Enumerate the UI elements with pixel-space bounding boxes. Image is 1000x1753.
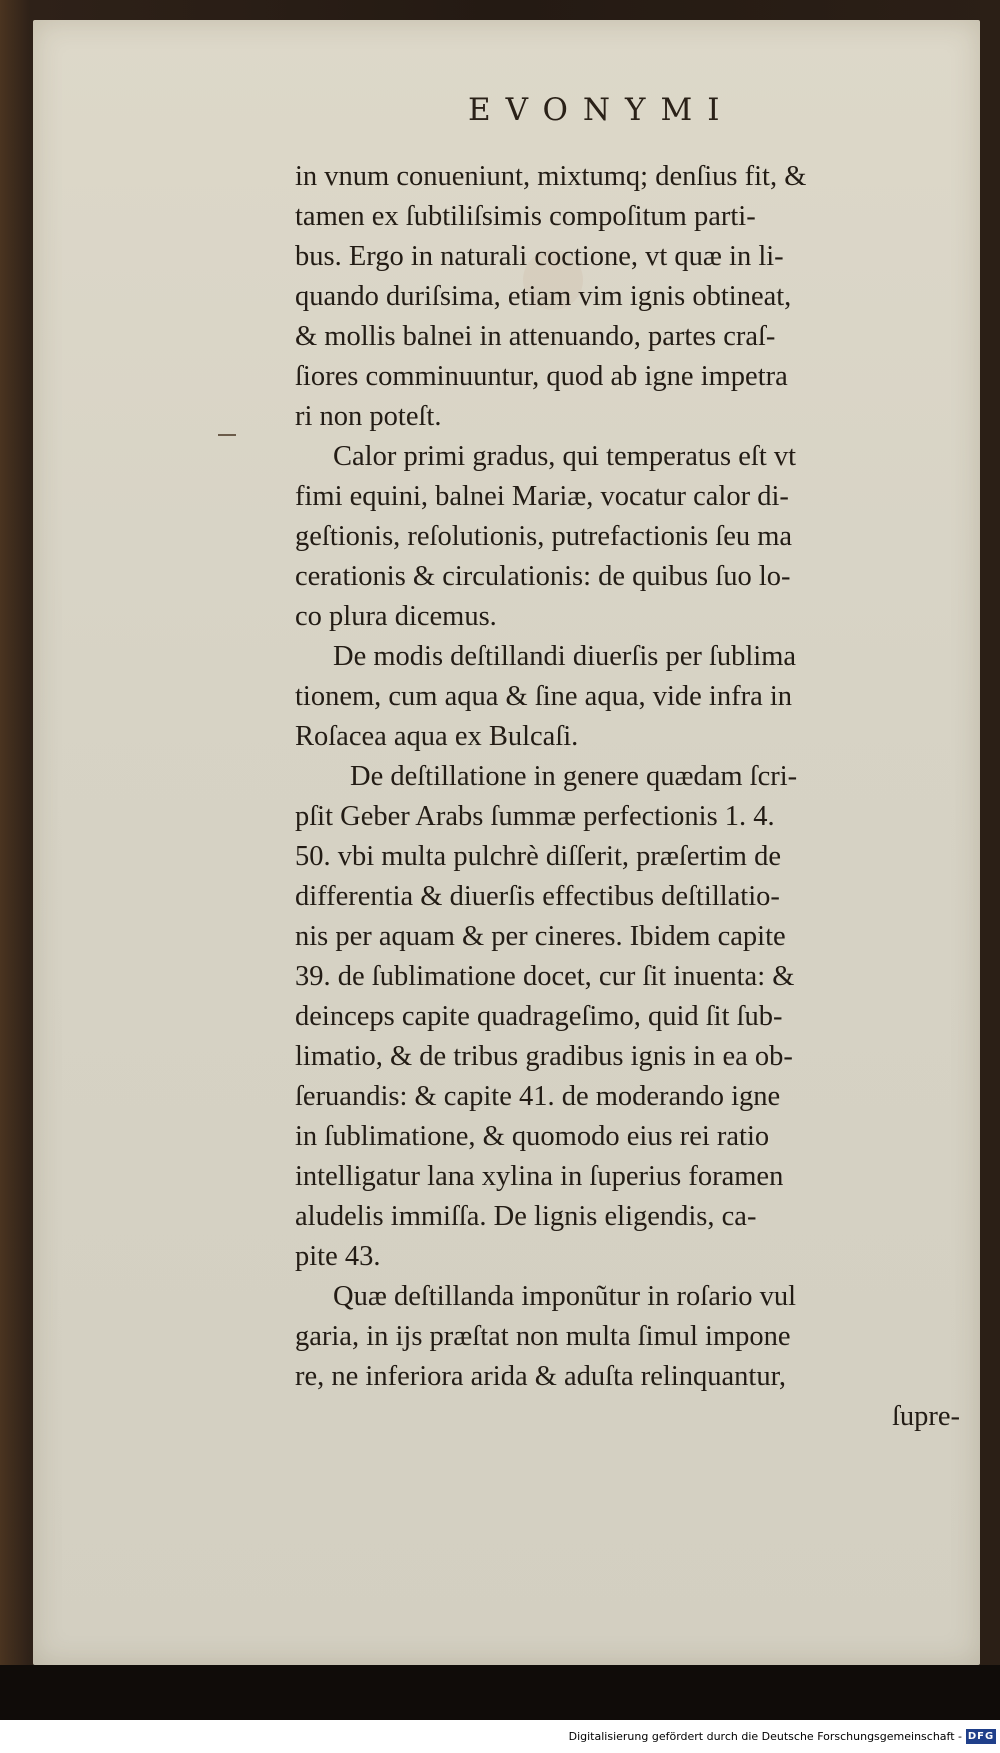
- body-text: [295, 157, 960, 1437]
- text-line: garia, in ijs præſtat non multa ſimul impone: [295, 1321, 791, 1352]
- text-line: 39. de ſublimatione docet, cur ſit inuenta: &: [295, 961, 795, 992]
- text-line: ſupre-: [891, 1401, 960, 1432]
- text-line: Roſacea aqua ex Bulcaſi.: [295, 721, 579, 752]
- text-line: Quæ deſtillanda imponũtur in roſario vul: [333, 1281, 797, 1312]
- text-line: pſit Geber Arabs ſummæ perfectionis 1. 4.: [295, 801, 775, 832]
- text-line: in ſublimatione, & quomodo eius rei ratio: [295, 1121, 770, 1152]
- text-line: nis per aquam & per cineres. Ibidem capite: [295, 921, 786, 952]
- margin-mark: [218, 434, 236, 436]
- text-line: tionem, cum aqua & ſine aqua, vide infra in: [295, 681, 793, 712]
- footer-credit: Digitalisierung gefördert durch die Deutsche Forschungsgemeinschaft -: [568, 1730, 962, 1743]
- text-line: differentia & diuerſis effectibus deſtillatio-: [295, 881, 780, 912]
- text-line: De modis deſtillandi diuerſis per ſublima: [333, 641, 797, 672]
- text-line: aludelis immiſſa. De lignis eligendis, ca-: [295, 1201, 757, 1232]
- text-line: intelligatur lana xylina in ſuperius foramen: [295, 1161, 784, 1192]
- scan-bottom-edge: [0, 1665, 1000, 1720]
- running-head: EVONYMI: [468, 92, 735, 128]
- text-line: Calor primi gradus, qui temperatus eſt vt: [333, 441, 797, 472]
- text-line: pite 43.: [295, 1241, 381, 1272]
- text-line: deinceps capite quadrageſimo, quid ſit ſub-: [295, 1001, 783, 1032]
- text-line: quando duriſsima, etiam vim ignis obtineat,: [295, 281, 792, 312]
- text-line: ſeruandis: & capite 41. de moderando igne: [295, 1081, 781, 1112]
- text-line: in vnum conueniunt, mixtumq; denſius fit, &: [295, 161, 807, 192]
- digitization-footer: [0, 1720, 1000, 1753]
- text-line: geſtionis, reſolutionis, putrefactionis ſeu ma: [295, 521, 793, 552]
- text-line: & mollis balnei in attenuando, partes craſ-: [295, 321, 776, 352]
- text-line: limatio, & de tribus gradibus ignis in ea ob-: [295, 1041, 793, 1072]
- text-line: 50. vbi multa pulchrè diſſerit, præſertim de: [295, 841, 781, 872]
- text-line: tamen ex ſubtiliſsimis compoſitum parti-: [295, 201, 756, 232]
- text-line: re, ne inferiora arida & aduſta relinquantur,: [295, 1361, 787, 1392]
- text-line: bus. Ergo in naturali coctione, vt quæ in li-: [295, 241, 784, 272]
- text-line: De deſtillatione in genere quædam ſcri-: [350, 761, 798, 792]
- text-line: ri non poteſt.: [295, 401, 442, 432]
- dfg-logo: DFG: [967, 1731, 995, 1742]
- text-line: co plura dicemus.: [295, 601, 497, 632]
- text-line: cerationis & circulationis: de quibus ſuo lo-: [295, 561, 791, 592]
- text-line: fimi equini, balnei Mariæ, vocatur calor di-: [295, 481, 789, 512]
- text-line: ſiores comminuuntur, quod ab igne impetra: [295, 361, 788, 392]
